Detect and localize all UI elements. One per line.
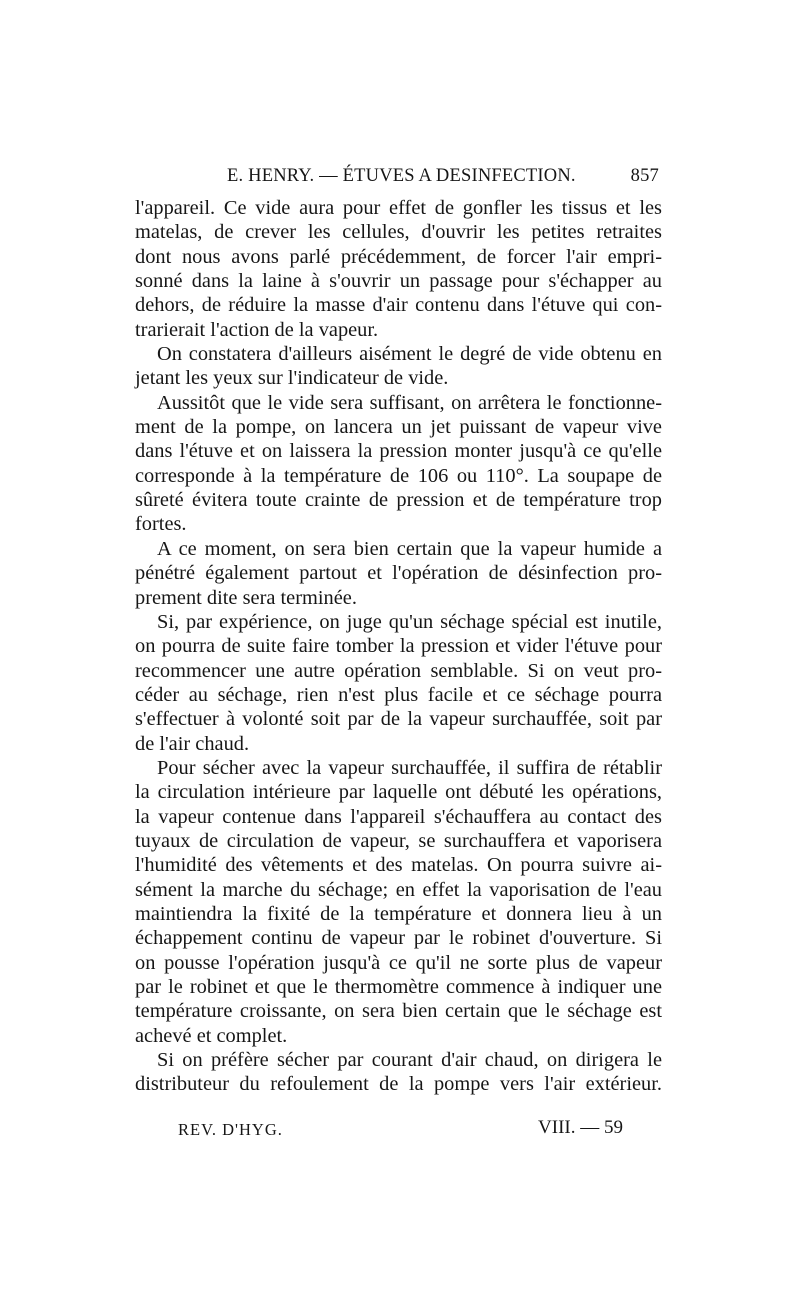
text-line: trarierait l'action de la vapeur. — [135, 318, 379, 341]
text-line: corresponde à la température de 106 ou 110°. La soupape de — [135, 464, 662, 487]
text-line: dans l'étuve et on laissera la pression monter jusqu'à ce qu'elle — [135, 440, 662, 463]
text-line: ment de la pompe, on lancera un jet puissant de vapeur vive — [135, 416, 662, 439]
text-line: Si, par expérience, on juge qu'un séchage spécial est inutile, — [157, 610, 662, 633]
text-line: dehors, de réduire la masse d'air contenu dans l'étuve qui con- — [135, 294, 662, 317]
text-line: recommencer une autre opération semblable. Si on veut pro- — [135, 659, 662, 682]
text-line: A ce moment, on sera bien certain que la vapeur humide a — [157, 537, 662, 560]
text-line: sûreté évitera toute crainte de pression et de température trop — [135, 489, 662, 512]
text-line: matelas, de crever les cellules, d'ouvrir les petites retraites — [135, 221, 662, 244]
page-number: 857 — [630, 166, 659, 186]
text-line: l'appareil. Ce vide aura pour effet de gonfler les tissus et les — [135, 197, 662, 219]
text-line: distributeur du refoulement de la pompe vers l'air extérieur. — [135, 1073, 662, 1096]
text-line: l'humidité des vêtements et des matelas. On pourra suivre ai- — [135, 854, 662, 877]
text-line: fortes. — [135, 513, 187, 536]
text-line: dont nous avons parlé précédemment, de forcer l'air empri- — [135, 245, 662, 268]
text-line: céder au séchage, rien n'est plus facile et ce séchage pourra — [135, 683, 662, 706]
text-line: pénétré également partout et l'opération de désinfection pro- — [135, 562, 662, 585]
text-line: maintiendra la fixité de la température et donnera lieu à un — [135, 902, 662, 925]
text-line: Aussitôt que le vide sera suffisant, on arrêtera le fonctionne- — [157, 391, 662, 414]
text-line: la vapeur contenue dans l'appareil s'échauffera au contact des — [135, 805, 662, 828]
text-line: On constatera d'ailleurs aisément le degré de vide obtenu en — [157, 343, 662, 366]
text-line: par le robinet et que le thermomètre commence à indiquer une — [135, 976, 662, 998]
text-line: Pour sécher avec la vapeur surchauffée, il suffira de rétablir — [157, 756, 662, 779]
text-line: achevé et complet. — [135, 1024, 288, 1047]
text-line: échappement continu de vapeur par le robinet d'ouverture. Si — [135, 927, 662, 950]
body-text — [135, 196, 662, 1097]
journal-signature: REV. D'HYG. — [178, 1120, 283, 1139]
text-line: Si on préfère sécher par courant d'air chaud, on dirigera le — [157, 1049, 662, 1072]
sheet-signature: VIII. — 59 — [538, 1117, 623, 1138]
text-line: on pousse l'opération jusqu'à ce qu'il ne sorte plus de vapeur — [135, 951, 662, 974]
text-line: on pourra de suite faire tomber la pression et vider l'étuve pour — [135, 635, 662, 658]
text-line: prement dite sera terminée. — [135, 586, 357, 609]
text-line: de l'air chaud. — [135, 732, 250, 755]
running-head-title: E. HENRY. — ÉTUVES A DESINFECTION. — [227, 166, 576, 186]
text-line: jetant les yeux sur l'indicateur de vide. — [135, 367, 449, 390]
text-line: s'effectuer à volonté soit par de la vapeur surchauffée, soit par — [135, 708, 662, 731]
text-line: température croissante, on sera bien certain que le séchage est — [135, 1000, 662, 1023]
text-line: sément la marche du séchage; en effet la vaporisation de l'eau — [135, 878, 662, 901]
text-line: tuyaux de circulation de vapeur, se surchauffera et vaporisera — [135, 829, 662, 852]
text-line: sonné dans la laine à s'ouvrir un passage pour s'échapper au — [135, 270, 662, 293]
text-line: la circulation intérieure par laquelle ont débuté les opérations, — [135, 781, 662, 804]
